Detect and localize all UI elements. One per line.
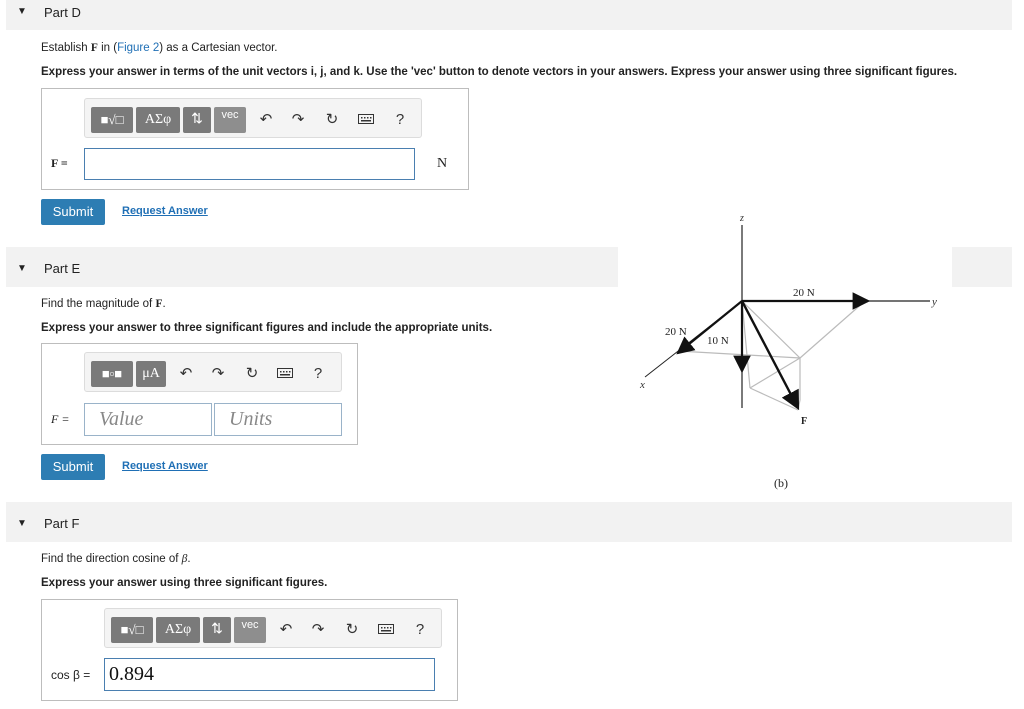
figure-link[interactable]: Figure 2 [117, 42, 160, 54]
units-button[interactable]: μA [136, 361, 166, 387]
help-button[interactable]: ? [313, 365, 323, 382]
reset-icon[interactable]: ↻ [345, 621, 359, 638]
part-e-header[interactable] [6, 247, 618, 287]
part-e-submit-button[interactable]: Submit [41, 454, 105, 480]
vec-button[interactable]: vec [214, 107, 246, 133]
part-f-header[interactable] [6, 502, 1012, 542]
part-d-unit: N [437, 156, 448, 171]
part-f-instruction: Express your answer using three significant figures. [41, 577, 328, 589]
value-placeholder: Value [99, 408, 144, 430]
part-e-title: Part E [44, 261, 81, 276]
part-f-question: Find the direction cosine of β. [41, 553, 191, 565]
help-button[interactable]: ? [395, 111, 405, 128]
force-diagram [620, 205, 960, 505]
undo-icon[interactable]: ↶ [179, 365, 193, 382]
arrows-button[interactable] [183, 107, 211, 133]
help-button[interactable]: ? [415, 621, 425, 638]
greek-button[interactable]: ΑΣφ [156, 617, 200, 643]
part-e-value-input[interactable] [84, 403, 212, 436]
axis-x-label: x [640, 379, 645, 391]
part-f-answer-value: 0.894 [109, 663, 154, 685]
figure-caption: (b) [774, 476, 788, 490]
part-e-question: Find the magnitude of F. [41, 298, 166, 310]
units-placeholder: Units [229, 408, 273, 430]
part-d-submit-button[interactable]: Submit [41, 199, 105, 225]
part-f-field-label: cos β = [51, 668, 91, 682]
part-d-field-label: F = [51, 156, 68, 170]
template-button[interactable] [91, 361, 133, 387]
undo-icon[interactable]: ↶ [259, 111, 273, 128]
redo-icon[interactable]: ↷ [311, 621, 325, 638]
part-d-question: Establish F in (Figure 2) as a Cartesian vector. [41, 42, 278, 54]
redo-icon[interactable]: ↷ [291, 111, 305, 128]
fraction-template-icon: ■▫■ [101, 366, 123, 381]
part-d-header[interactable] [6, 0, 1012, 30]
greek-button[interactable]: ΑΣφ [136, 107, 180, 133]
undo-icon[interactable]: ↶ [279, 621, 293, 638]
part-e-header-right [952, 247, 1012, 287]
axis-y-label: y [932, 296, 937, 308]
reset-icon[interactable]: ↻ [245, 365, 259, 382]
part-e-request-answer-link[interactable]: Request Answer [122, 460, 208, 472]
collapse-triangle-icon[interactable]: ▼ [17, 263, 27, 274]
force-x-label: 20 N [665, 326, 687, 338]
axis-z-label: z [740, 213, 744, 224]
template-button[interactable] [91, 107, 133, 133]
keyboard-icon[interactable] [377, 621, 395, 639]
collapse-triangle-icon[interactable]: ▼ [17, 518, 27, 529]
part-e-toolbar [84, 352, 342, 392]
swap-arrows-icon: ⇅ [191, 112, 203, 127]
force-z-label: 10 N [707, 335, 729, 347]
resultant-arrow [742, 301, 798, 408]
sqrt-template-icon: ■√□ [120, 622, 144, 637]
part-f-answer-input[interactable] [104, 658, 435, 691]
part-d-answer-input[interactable] [84, 148, 415, 180]
keyboard-icon[interactable] [276, 365, 294, 383]
part-f-title: Part F [44, 516, 80, 531]
part-d-toolbar [84, 98, 422, 138]
part-e-instruction: Express your answer to three significant figures and include the appropriate units. [41, 322, 493, 334]
part-e-units-input[interactable] [214, 403, 342, 436]
part-e-field-label: F = [51, 412, 70, 426]
part-d-title: Part D [44, 5, 81, 20]
part-f-toolbar [104, 608, 442, 648]
collapse-triangle-icon[interactable]: ▼ [17, 6, 27, 17]
resultant-label: F [801, 416, 808, 427]
part-d-request-answer-link[interactable]: Request Answer [122, 205, 208, 217]
vec-button[interactable]: vec [234, 617, 266, 643]
redo-icon[interactable]: ↷ [211, 365, 225, 382]
keyboard-icon[interactable] [357, 111, 375, 129]
sqrt-template-icon: ■√□ [100, 112, 124, 127]
swap-arrows-icon: ⇅ [211, 622, 223, 637]
template-button[interactable] [111, 617, 153, 643]
reset-icon[interactable]: ↻ [325, 111, 339, 128]
part-d-instruction: Express your answer in terms of the unit vectors i, j, and k. Use the 'vec' button to denote vectors in your answers. Express your answer using three significant figures. [41, 66, 958, 78]
arrows-button[interactable] [203, 617, 231, 643]
force-y-label: 20 N [793, 287, 815, 299]
